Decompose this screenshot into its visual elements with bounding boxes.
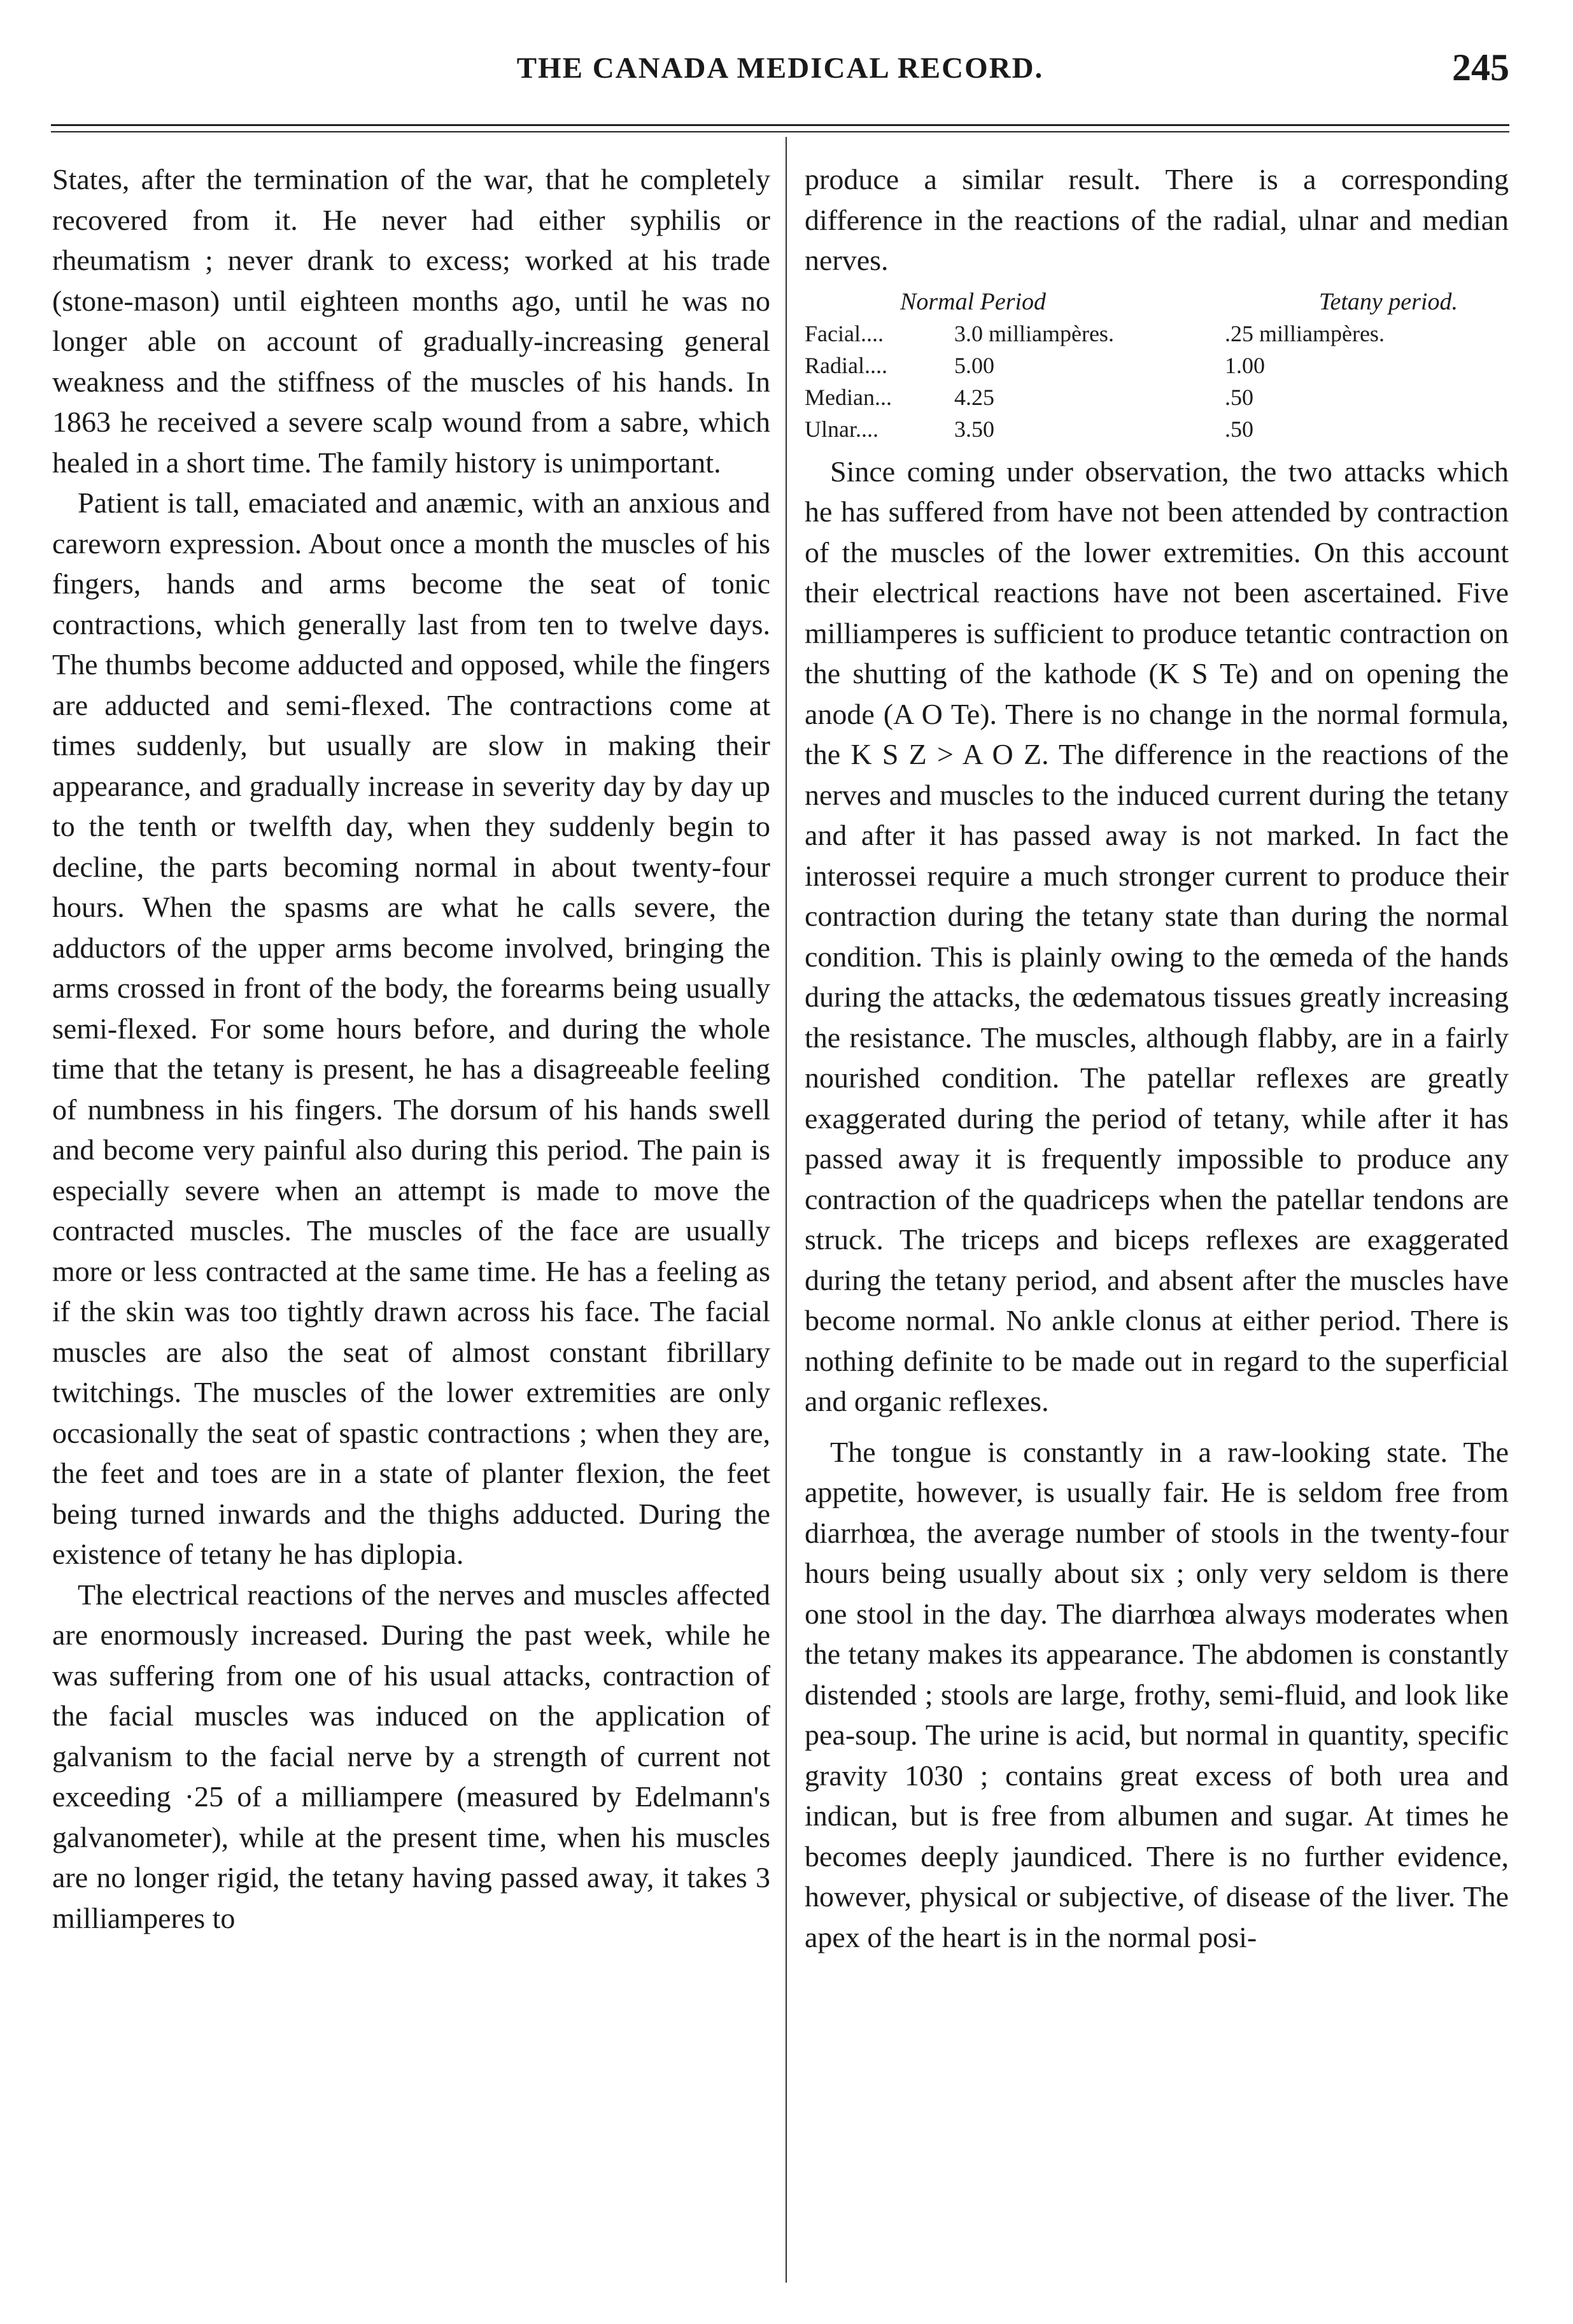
running-title: THE CANADA MEDICAL RECORD. — [516, 52, 1044, 85]
nerve-name: Ulnar.... — [805, 416, 878, 442]
normal-value: 3.0 milliampères. — [954, 320, 1114, 346]
paragraph: States, after the termination of the war, that he completely recovered from it. He never had either syphilis or rheumatism ; never drank to excess; worked at his trade (stone-mason) until eighteen months ago, until he was no longer able on account of gradually-increasing general weakness and the stiffness of the muscles of his hands. In 1863 he received a severe scalp wound from a sabre, which healed in a short time. The family history is unimportant. — [52, 163, 770, 479]
table-row — [805, 350, 1509, 381]
header-normal-period: Normal Period — [900, 288, 1047, 315]
paragraph: The electrical reactions of the nerves and muscles affected are enormously increased. During the past week, while he was suffering from one of his usual attacks, contraction of the facial muscles was induced on the application of galvanism to the facial nerve by a strength of current not exceeding ·25 of a milliampere (measured by Edelmann's galvanometer), while at the present time, when his muscles are no longer rigid, the tetany having passed away, it takes 3 milliamperes to — [52, 1578, 770, 1934]
normal-value: 5.00 — [954, 352, 994, 378]
table-row — [805, 318, 1509, 350]
paragraph-gap — [805, 1422, 1509, 1432]
paragraph: produce a similar result. There is a corresponding difference in the reactions of the radial, ulnar and median nerves. — [805, 163, 1509, 276]
current-readings-table — [805, 286, 1509, 445]
header-rule-thin — [51, 131, 1509, 132]
table-row — [805, 413, 1509, 445]
table-row — [805, 381, 1509, 413]
page-header — [51, 46, 1509, 97]
right-column — [805, 159, 1509, 1957]
paragraph: The tongue is constantly in a raw-looking state. The appetite, however, is usually fair. He is seldom free from diarrhœa, the average number of stools in the twenty-four hours being usually about six ; only very seldom is there one stool in the day. The diarrhœa always moderates when the tetany makes its appearance. The abdomen is constantly distended ; stools are large, frothy, semi-fluid, and look like pea-soup. The urine is acid, but normal in quantity, specific gravity 1030 ; contains great excess of both urea and indican, but is free from albumen and sugar. At times he becomes deeply jaundiced. There is no further evidence, however, physical or subjective, of disease of the liver. The apex of the heart is in the normal posi- — [805, 1435, 1509, 1953]
page-number: 245 — [1452, 46, 1509, 89]
nerve-name: Median... — [805, 384, 892, 410]
left-column — [52, 159, 770, 1938]
nerve-name: Facial.... — [805, 320, 884, 346]
column-divider — [786, 137, 787, 2283]
tetany-value: .25 milliampères. — [1225, 320, 1385, 346]
tetany-value: .50 — [1225, 416, 1253, 442]
header-tetany-period: Tetany period. — [1318, 288, 1458, 315]
tetany-value: .50 — [1225, 384, 1253, 410]
nerve-name: Radial.... — [805, 352, 887, 378]
tetany-value: 1.00 — [1225, 352, 1265, 378]
header-rule — [51, 124, 1509, 126]
normal-value: 4.25 — [954, 384, 994, 410]
paragraph: Patient is tall, emaciated and anæmic, with an anxious and careworn expression. About once a month the muscles of his fingers, hands and arms become the seat of tonic contractions, which generally last from ten to twelve days. The thumbs become adducted and opposed, while the fingers are adducted and semi-flexed. The contractions come at times suddenly, but usually are slow in making their appearance, and gradually increase in severity day by day up to the tenth or twelfth day, when they suddenly begin to decline, the parts becoming normal in about twenty-four hours. When the spasms are what he calls severe, the adductors of the upper arms become involved, bringing the arms crossed in front of the body, the forearms being usually semi-flexed. For some hours before, and during the whole time that the tetany is present, he has a disagreeable feeling of numbness in his fingers. The dorsum of his hands swell and become very painful also during this period. The pain is especially severe when an attempt is made to move the contracted muscles. The muscles of the face are usually more or less contracted at the same time. He has a feeling as if the skin was too tightly drawn across his face. The facial muscles are also the seat of almost constant fibrillary twitchings. The muscles of the lower extremities are only occasionally the seat of spastic contractions ; when they are, the feet and toes are in a state of planter flexion, the feet being turned inwards and the thighs adducted. During the existence of tetany he has diplopia. — [52, 486, 770, 1570]
normal-value: 3.50 — [954, 416, 994, 442]
paragraph: Since coming under observation, the two attacks which he has suffered from have not been attended by contraction of the muscles of the lower extremities. On this account their electrical reactions have not been ascertained. Five milliamperes is sufficient to produce tetantic contraction on the shutting of the kathode (K S Te) and on opening the anode (A O Te). There is no change in the normal formula, the K S Z > A O Z. The difference in the reactions of the nerves and muscles to the induced current during the tetany and after it has passed away is not marked. In fact the interossei require a much stronger current to produce their contraction during the tetany state than during the normal condition. This is plainly owing to the œmeda of the hands during the attacks, the œdematous tissues greatly increasing the resistance. The muscles, although flabby, are in a fairly nourished condition. The patellar reflexes are greatly exaggerated during the period of tetany, while after it has passed away it is frequently impossible to produce any contraction of the quadriceps when the patellar tendons are struck. The triceps and biceps reflexes are exaggerated during the tetany period, and absent after the muscles have become normal. No ankle clonus at either period. There is nothing definite to be made out in regard to the superficial and organic reflexes. — [805, 455, 1509, 1417]
